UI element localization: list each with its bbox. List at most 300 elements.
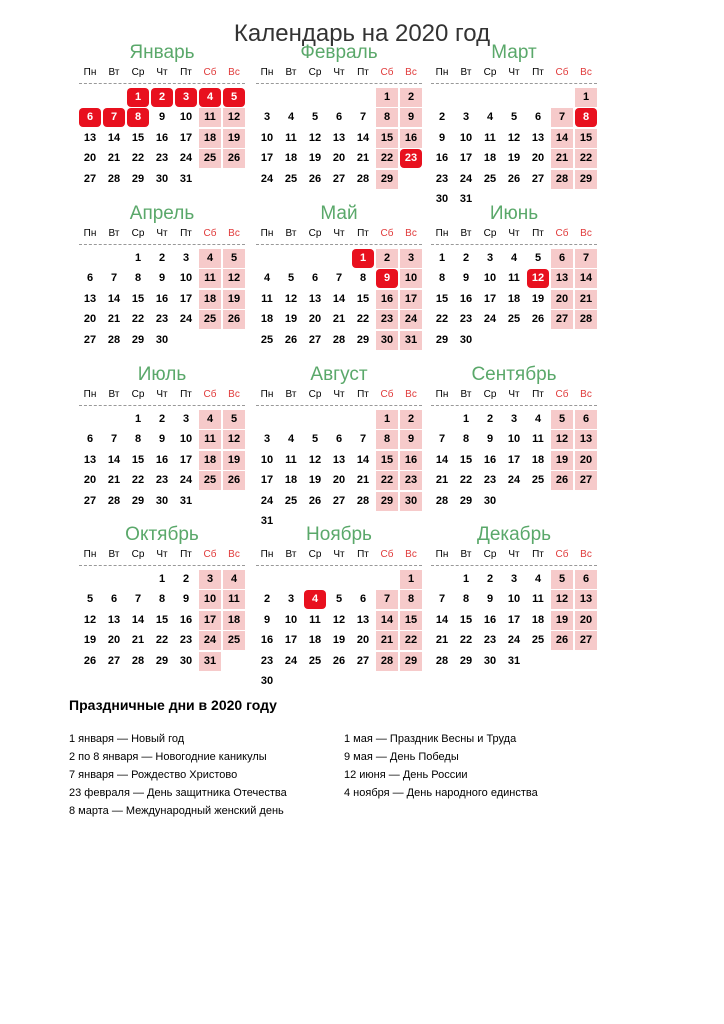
- day-cell: 31: [179, 494, 193, 507]
- day-cell: 26: [83, 654, 97, 667]
- day-cell: 29: [376, 170, 398, 189]
- day-cell: 6: [575, 410, 597, 429]
- day-cell: 16: [179, 613, 193, 626]
- day-cell: 15: [376, 451, 398, 470]
- day-cell: 28: [575, 310, 597, 329]
- day-cell: 29: [131, 172, 145, 185]
- weekday-label: Чт: [508, 67, 520, 78]
- day-cell: 12: [551, 430, 573, 449]
- day-cell: 14: [356, 131, 370, 144]
- holiday-item: 4 ноября — День народного единства: [344, 787, 538, 799]
- weekday-label: Вт: [460, 67, 472, 78]
- day-cell: 18: [199, 451, 221, 470]
- weekday-label: Ср: [483, 549, 497, 560]
- weekday-label: Сб: [203, 389, 217, 400]
- weekday-label: Вс: [580, 228, 592, 239]
- day-cell: 2: [400, 410, 422, 429]
- day-cell: 15: [131, 131, 145, 144]
- day-cell: 24: [179, 313, 193, 326]
- day-cell: 3: [182, 252, 190, 264]
- weekday-label: Сб: [380, 228, 394, 239]
- day-cell: 7: [359, 433, 367, 446]
- weekday-header: [79, 547, 245, 563]
- month-name: Июнь: [489, 203, 539, 224]
- day-cell: 1: [134, 252, 142, 264]
- day-cell: 25: [260, 333, 274, 346]
- day-cell: 24: [459, 172, 473, 185]
- day-cell: 9: [158, 433, 166, 446]
- day-cell: 24: [260, 494, 274, 507]
- days-grid: [79, 407, 245, 527]
- day-cell: 29: [459, 494, 473, 507]
- day-cell: 1: [575, 88, 597, 107]
- month-name: Май: [320, 203, 358, 224]
- day-cell: 25: [199, 471, 221, 490]
- day-cell: 9: [486, 433, 494, 446]
- day-cell: 6: [86, 433, 94, 446]
- day-cell: 23: [155, 152, 169, 165]
- day-cell: 8: [127, 108, 149, 127]
- day-cell: 22: [400, 631, 422, 650]
- day-cell: 2: [400, 88, 422, 107]
- day-cell: 24: [400, 310, 422, 329]
- weekday-label: Сб: [555, 228, 569, 239]
- weekday-label: Пт: [180, 228, 192, 239]
- day-cell: 26: [531, 313, 545, 326]
- day-cell: 15: [575, 129, 597, 148]
- day-cell: 7: [134, 593, 142, 606]
- weekday-label: Пн: [260, 389, 274, 400]
- day-cell: 10: [507, 433, 521, 446]
- day-cell: 17: [179, 292, 193, 305]
- day-cell: 29: [575, 170, 597, 189]
- days-grid: [431, 567, 597, 687]
- day-cell: 30: [376, 331, 398, 350]
- day-cell: 29: [131, 333, 145, 346]
- weekday-label: Пн: [83, 549, 97, 560]
- day-cell: 15: [400, 611, 422, 630]
- day-cell: 4: [263, 272, 271, 285]
- weekday-label: Пт: [180, 389, 192, 400]
- day-cell: 6: [551, 249, 573, 268]
- day-cell: 12: [332, 613, 346, 626]
- day-cell: 30: [483, 654, 497, 667]
- day-cell: 27: [332, 172, 346, 185]
- day-cell: 12: [527, 269, 549, 288]
- day-cell: 14: [376, 611, 398, 630]
- days-grid: [256, 407, 422, 527]
- day-cell: 11: [199, 108, 221, 127]
- day-cell: 17: [260, 152, 274, 165]
- day-cell: 16: [483, 613, 497, 626]
- day-cell: 5: [223, 88, 245, 107]
- day-cell: 16: [400, 451, 422, 470]
- day-cell: 27: [83, 494, 97, 507]
- weekday-label: Чт: [508, 549, 520, 560]
- day-cell: 4: [223, 570, 245, 589]
- day-cell: 20: [531, 152, 545, 165]
- day-cell: 10: [507, 593, 521, 606]
- day-cell: 18: [284, 474, 298, 487]
- day-cell: 14: [107, 292, 121, 305]
- day-cell: 12: [284, 292, 298, 305]
- day-cell: 28: [332, 333, 346, 346]
- day-cell: 27: [531, 172, 545, 185]
- days-grid: [79, 567, 245, 687]
- day-cell: 6: [575, 570, 597, 589]
- weekday-label: Пн: [435, 549, 449, 560]
- weekday-label: Чт: [333, 67, 345, 78]
- weekday-label: Пн: [83, 67, 97, 78]
- weekday-header: [431, 65, 597, 81]
- day-cell: 10: [179, 433, 193, 446]
- day-cell: 28: [356, 172, 370, 185]
- day-cell: 25: [483, 172, 497, 185]
- day-cell: 26: [551, 471, 573, 490]
- day-cell: 24: [507, 474, 521, 487]
- weekday-label: Вс: [228, 389, 240, 400]
- day-cell: 18: [507, 292, 521, 305]
- day-cell: 25: [199, 310, 221, 329]
- day-cell: 19: [83, 634, 97, 647]
- day-cell: 21: [107, 152, 121, 165]
- day-cell: 18: [531, 453, 545, 466]
- weekday-label: Вт: [460, 228, 472, 239]
- day-cell: 9: [400, 430, 422, 449]
- day-cell: 27: [332, 494, 346, 507]
- weekday-label: Чт: [333, 389, 345, 400]
- weekday-label: Чт: [508, 389, 520, 400]
- weekday-label: Ср: [131, 549, 145, 560]
- weekday-label: Пт: [180, 549, 192, 560]
- day-cell: 6: [311, 272, 319, 285]
- day-cell: 1: [376, 88, 398, 107]
- day-cell: 9: [158, 272, 166, 285]
- day-cell: 15: [131, 292, 145, 305]
- day-cell: 21: [131, 634, 145, 647]
- day-cell: 2: [462, 252, 470, 264]
- day-cell: 8: [462, 593, 470, 606]
- day-cell: 27: [107, 654, 121, 667]
- weekday-header: [256, 387, 422, 403]
- day-cell: 19: [223, 451, 245, 470]
- day-cell: 16: [459, 292, 473, 305]
- day-cell: 6: [335, 433, 343, 446]
- day-cell: 23: [400, 471, 422, 490]
- weekday-label: Сб: [380, 389, 394, 400]
- day-cell: 28: [356, 494, 370, 507]
- day-cell: 15: [155, 613, 169, 626]
- day-cell: 16: [155, 292, 169, 305]
- day-cell: 8: [134, 272, 142, 285]
- weekday-label: Пн: [260, 228, 274, 239]
- day-cell: 28: [107, 172, 121, 185]
- day-cell: 7: [110, 433, 118, 446]
- days-grid: [79, 246, 245, 366]
- weekday-label: Чт: [156, 549, 168, 560]
- weekday-label: Пн: [83, 228, 97, 239]
- weekday-label: Ср: [308, 228, 322, 239]
- day-cell: 30: [155, 172, 169, 185]
- day-cell: 22: [131, 313, 145, 326]
- day-cell: 19: [551, 451, 573, 470]
- day-cell: 16: [376, 290, 398, 309]
- month-name: Август: [310, 364, 368, 385]
- weekday-label: Вс: [580, 549, 592, 560]
- day-cell: 6: [110, 593, 118, 606]
- weekday-header: [256, 65, 422, 81]
- day-cell: 31: [459, 193, 473, 205]
- day-cell: 11: [285, 453, 297, 466]
- day-cell: 2: [263, 593, 271, 606]
- day-cell: 12: [83, 613, 97, 626]
- day-cell: 28: [131, 654, 145, 667]
- day-cell: 11: [532, 593, 544, 606]
- day-cell: 23: [483, 634, 497, 647]
- day-cell: 13: [551, 269, 573, 288]
- day-cell: 13: [83, 453, 97, 466]
- day-cell: 19: [223, 290, 245, 309]
- day-cell: 16: [483, 453, 497, 466]
- weekday-label: Вс: [228, 67, 240, 78]
- weekday-label: Чт: [156, 389, 168, 400]
- day-cell: 1: [158, 573, 166, 585]
- days-grid: [256, 567, 422, 687]
- weekday-label: Сб: [555, 389, 569, 400]
- weekday-label: Ср: [131, 67, 145, 78]
- day-cell: 20: [83, 313, 97, 326]
- day-cell: 18: [531, 613, 545, 626]
- weekday-label: Ср: [308, 67, 322, 78]
- day-cell: 10: [483, 272, 497, 285]
- day-cell: 13: [308, 292, 322, 305]
- day-cell: 14: [332, 292, 346, 305]
- day-cell: 4: [304, 590, 326, 609]
- day-cell: 27: [551, 310, 573, 329]
- day-cell: 17: [199, 611, 221, 630]
- day-cell: 25: [308, 654, 322, 667]
- day-cell: 27: [575, 471, 597, 490]
- weekday-label: Ср: [308, 389, 322, 400]
- day-cell: 4: [287, 111, 295, 124]
- weekday-label: Вс: [405, 389, 417, 400]
- day-cell: 21: [376, 631, 398, 650]
- month-block: [431, 202, 597, 366]
- day-cell: 16: [155, 131, 169, 144]
- day-cell: 15: [459, 613, 473, 626]
- day-cell: 23: [155, 474, 169, 487]
- weekday-label: Сб: [203, 228, 217, 239]
- day-cell: 25: [507, 313, 521, 326]
- month-name: Апрель: [129, 203, 195, 224]
- days-grid: [431, 246, 597, 366]
- day-cell: 19: [223, 129, 245, 148]
- day-cell: 10: [199, 590, 221, 609]
- month-block: [256, 523, 422, 687]
- weekday-label: Вс: [405, 549, 417, 560]
- day-cell: 7: [438, 593, 446, 606]
- day-cell: 27: [83, 333, 97, 346]
- day-cell: 26: [284, 333, 298, 346]
- day-cell: 4: [199, 88, 221, 107]
- day-cell: 10: [260, 131, 274, 144]
- day-cell: 13: [575, 430, 597, 449]
- weekday-header: [79, 65, 245, 81]
- weekday-label: Пн: [83, 389, 97, 400]
- weekday-label: Пн: [435, 228, 449, 239]
- weekday-label: Ср: [308, 549, 322, 560]
- day-cell: 11: [223, 590, 245, 609]
- day-cell: 23: [260, 654, 274, 667]
- day-cell: 5: [510, 111, 518, 124]
- day-cell: 8: [134, 433, 142, 446]
- day-cell: 31: [179, 172, 193, 185]
- day-cell: 2: [151, 88, 173, 107]
- day-cell: 2: [158, 252, 166, 264]
- weekday-label: Вс: [580, 389, 592, 400]
- weekday-label: Пн: [260, 549, 274, 560]
- day-cell: 1: [462, 573, 470, 585]
- day-cell: 20: [83, 474, 97, 487]
- day-cell: 28: [435, 494, 449, 507]
- day-cell: 3: [486, 252, 494, 264]
- month-name: Ноябрь: [306, 524, 372, 545]
- days-grid: [431, 407, 597, 527]
- day-cell: 14: [131, 613, 145, 626]
- day-cell: 25: [531, 474, 545, 487]
- weekday-label: Ср: [483, 228, 497, 239]
- day-cell: 27: [308, 333, 322, 346]
- day-cell: 4: [199, 249, 221, 268]
- day-cell: 15: [435, 292, 449, 305]
- weekday-header: [79, 226, 245, 242]
- day-cell: 16: [260, 634, 274, 647]
- day-cell: 5: [551, 410, 573, 429]
- day-cell: 15: [356, 292, 370, 305]
- day-cell: 13: [356, 613, 370, 626]
- weekday-label: Пт: [357, 228, 369, 239]
- weekday-label: Ср: [131, 389, 145, 400]
- day-cell: 12: [308, 453, 322, 466]
- day-cell: 20: [575, 611, 597, 630]
- day-cell: 10: [179, 111, 193, 124]
- day-cell: 22: [376, 471, 398, 490]
- day-cell: 9: [158, 111, 166, 124]
- day-cell: 2: [486, 573, 494, 585]
- day-cell: 22: [155, 634, 169, 647]
- weekday-label: Пн: [435, 389, 449, 400]
- day-cell: 4: [486, 111, 494, 124]
- holidays-list-left: [69, 730, 287, 820]
- day-cell: 12: [551, 590, 573, 609]
- day-cell: 25: [284, 494, 298, 507]
- weekday-label: Пт: [532, 228, 544, 239]
- day-cell: 13: [107, 613, 121, 626]
- day-cell: 17: [459, 152, 473, 165]
- day-cell: 10: [284, 613, 298, 626]
- month-name: Декабрь: [476, 524, 552, 545]
- day-cell: 4: [510, 252, 518, 264]
- day-cell: 7: [575, 249, 597, 268]
- day-cell: 20: [575, 451, 597, 470]
- day-cell: 22: [459, 634, 473, 647]
- day-cell: 30: [155, 494, 169, 507]
- weekday-label: Сб: [203, 549, 217, 560]
- day-cell: 23: [435, 172, 449, 185]
- day-cell: 25: [199, 149, 221, 168]
- day-cell: 9: [263, 613, 271, 626]
- day-cell: 7: [335, 272, 343, 285]
- day-cell: 11: [285, 131, 297, 144]
- day-cell: 16: [435, 152, 449, 165]
- day-cell: 24: [284, 654, 298, 667]
- day-cell: 17: [400, 290, 422, 309]
- day-cell: 17: [260, 474, 274, 487]
- day-cell: 13: [332, 131, 346, 144]
- day-cell: 1: [134, 413, 142, 425]
- day-cell: 5: [551, 570, 573, 589]
- day-cell: 11: [309, 613, 321, 626]
- day-cell: 3: [263, 433, 271, 446]
- weekday-label: Вт: [108, 549, 120, 560]
- day-cell: 30: [155, 333, 169, 346]
- weekday-header: [79, 387, 245, 403]
- day-cell: 1: [462, 413, 470, 425]
- holiday-item: 1 мая — Праздник Весны и Труда: [344, 733, 517, 745]
- day-cell: 5: [223, 249, 245, 268]
- day-cell: 21: [435, 474, 449, 487]
- day-cell: 21: [107, 313, 121, 326]
- day-cell: 6: [86, 272, 94, 285]
- weekday-label: Ср: [131, 228, 145, 239]
- day-cell: 14: [107, 131, 121, 144]
- weekday-label: Вс: [228, 549, 240, 560]
- day-cell: 28: [551, 170, 573, 189]
- weekday-label: Чт: [156, 67, 168, 78]
- day-cell: 2: [438, 111, 446, 124]
- day-cell: 12: [223, 269, 245, 288]
- day-cell: 17: [507, 613, 521, 626]
- month-block: [79, 41, 245, 205]
- day-cell: 15: [459, 453, 473, 466]
- day-cell: 28: [107, 333, 121, 346]
- day-cell: 3: [287, 593, 295, 606]
- day-cell: 14: [435, 453, 449, 466]
- day-cell: 31: [507, 654, 521, 667]
- day-cell: 11: [508, 272, 520, 285]
- day-cell: 12: [223, 430, 245, 449]
- day-cell: 1: [400, 570, 422, 589]
- day-cell: 22: [131, 474, 145, 487]
- day-cell: 5: [86, 593, 94, 606]
- day-cell: 26: [551, 631, 573, 650]
- month-block: [256, 202, 422, 366]
- day-cell: 17: [284, 634, 298, 647]
- day-cell: 1: [352, 249, 374, 268]
- day-cell: 26: [332, 654, 346, 667]
- days-grid: [79, 85, 245, 205]
- weekday-label: Вт: [460, 549, 472, 560]
- weekday-header: [256, 226, 422, 242]
- weekday-header: [256, 547, 422, 563]
- day-cell: 16: [155, 453, 169, 466]
- day-cell: 19: [308, 474, 322, 487]
- day-cell: 9: [400, 108, 422, 127]
- day-cell: 29: [400, 652, 422, 671]
- weekday-label: Пт: [532, 67, 544, 78]
- month-block: [256, 363, 422, 527]
- day-cell: 18: [223, 611, 245, 630]
